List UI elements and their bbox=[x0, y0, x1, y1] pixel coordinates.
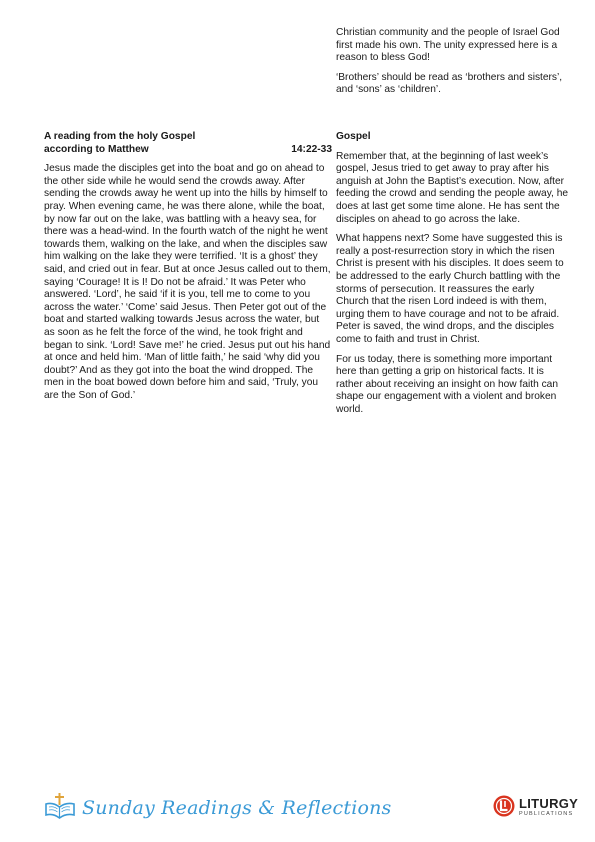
intro-paragraph: Christian community and the people of Israel God first made his own. The unity expressed here is a reason to bless God! bbox=[336, 27, 560, 64]
reflection-paragraph: Remember that, at the beginning of last week’s gospel, Jesus tried to get away to pray after his anguish at John the Baptist’s execution. Now, after feeding the crowd and sending the people away, he does at last get some time alone. He has sent the disciples on ahead to go across the lake. bbox=[336, 150, 569, 225]
reading-reference: 14:22-33 bbox=[291, 143, 332, 155]
publisher-wordmark bbox=[519, 795, 579, 819]
reading-title-line2: according to Matthew bbox=[44, 143, 149, 155]
reflection-paragraph: What happens next? Some have suggested this is really a post-resurrection story in which the risen Christ is present with his disciples. It does seem to be addressed to the early Church battling with the storms of persecution. It reassures the early Church that the risen Lord indeed is with them, urging them to have courage and not to be afraid. Peter is saved, the wind drops, and the disciples come to faith and trust in Christ. bbox=[336, 233, 564, 345]
reflection bbox=[336, 131, 569, 423]
reading-text: Jesus made the disciples get into the boat and go on ahead to the other side while he would send the crowds away. After sending the crowds away he went up into the hills by himself to pray. When evening came, he was there alone, while the boat, by now far out on the lake, was battling with a heavy sea, for there was a head-wind. In the fourth watch of the night he went towards them, walking on the lake, and when the disciples saw him walking on the lake they were terrified. ‘It is a ghost’ they said, and cried out in fear. But at once Jesus called out to them, saying ‘Courage! It is I! Do not be afraid.’ It was Peter who answered. ‘Lord’, he said ‘if it is you, tell me to come to you across the water.’ ‘Come’ said Jesus. Then Peter got out of the boat and started walking towards Jesus across the water, but as soon as he felt the force of the wind, he took fright and began to sink. ‘Lord! Save me!’ he cried. Jesus put out his hand at once and held him. ‘Man of little faith,’ he said ‘why did you doubt?’ And as they got into the boat the wind dropped. The men in the boat bowed down before him and said, ‘Truly, you are the Son of God.’ bbox=[44, 163, 331, 401]
publisher-name: LITURGY bbox=[519, 795, 579, 811]
brand-name: Sunday Readings & Reflections bbox=[82, 797, 392, 819]
publisher-logo bbox=[493, 795, 578, 822]
footer-brand bbox=[44, 793, 392, 823]
intro-paragraph: ‘Brothers’ should be read as ‘brothers and sisters’, and ‘sons’ as ‘children’. bbox=[336, 71, 563, 96]
liturgy-logo-icon bbox=[493, 795, 515, 822]
reading-title bbox=[44, 131, 195, 156]
publisher-subtitle: PUBLICATIONS bbox=[519, 810, 574, 817]
intro-continuation bbox=[336, 27, 569, 104]
reflection-heading: Gospel bbox=[336, 131, 371, 142]
gospel-reading bbox=[44, 131, 332, 409]
reading-title-line1: A reading from the holy Gospel bbox=[44, 131, 196, 142]
reflection-paragraph: For us today, there is something more important here than getting a grip on historical facts. It is rather about receiving an insight on how faith can shape our engagement with a violent and broken world. bbox=[336, 353, 559, 415]
reading-header bbox=[44, 131, 332, 156]
open-book-cross-icon bbox=[44, 792, 76, 825]
